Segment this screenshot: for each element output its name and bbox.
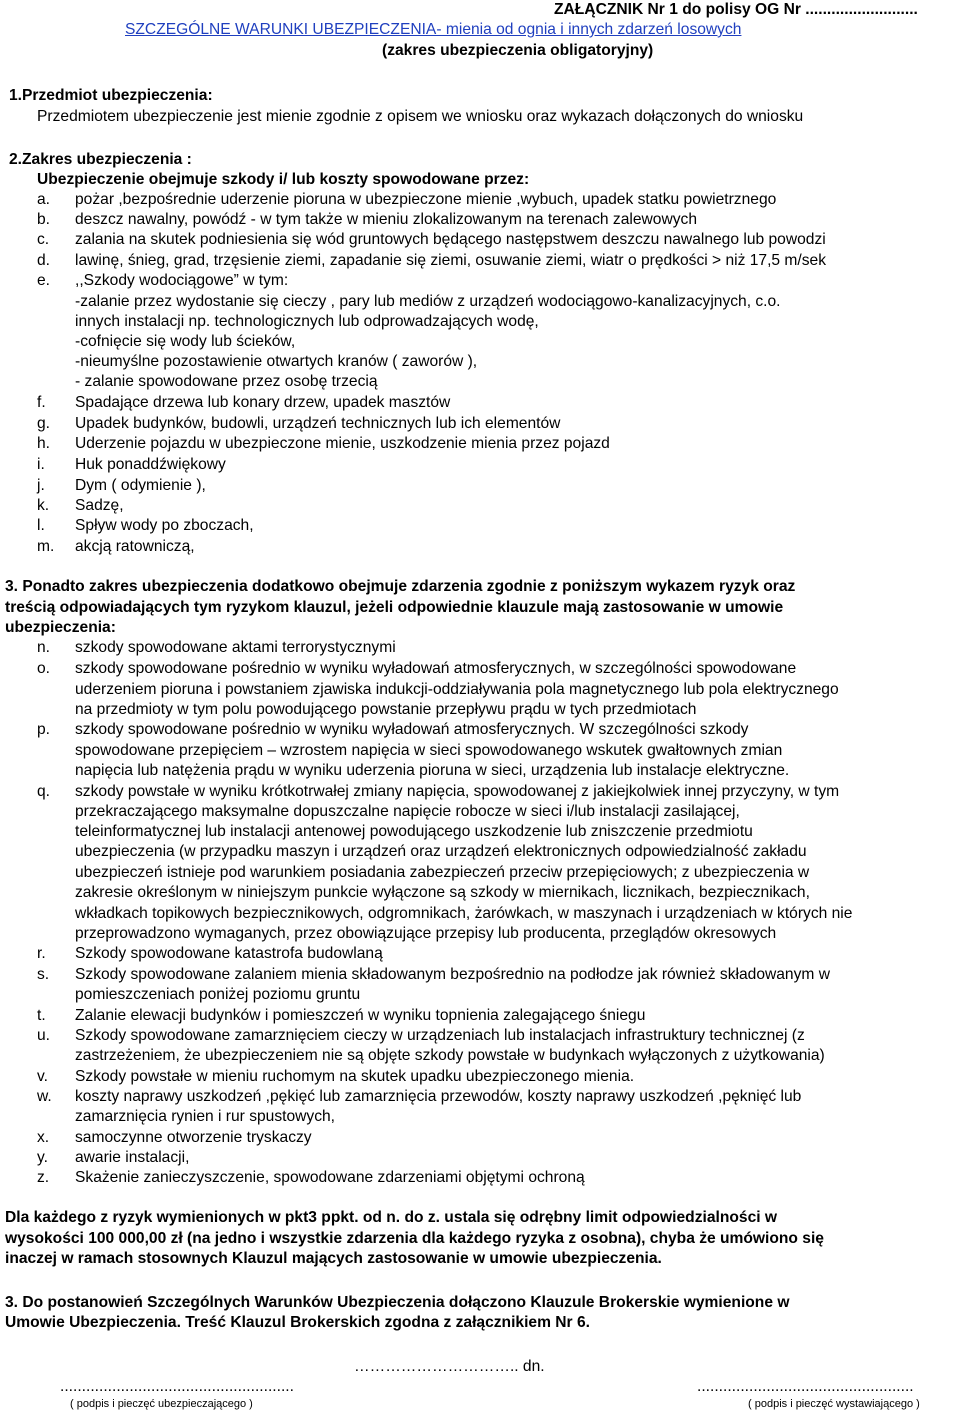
list-item-line: zastrzeżeniem, że ubezpieczeniem nie są objęte szkody powstałe w budynkach wyłączonych z użytkowania) (75, 1047, 825, 1064)
list-item: Sadzę, (75, 497, 124, 514)
date-line: ………………………….. dn. (354, 1358, 545, 1375)
list-item-line: teleinformatycznej lub instalacji antenowej powodującego uszkodzenie lub zniszczenie przedmiotu (75, 823, 753, 840)
left-signature-caption: ( podpis i pieczęć ubezpieczającego ) (70, 1398, 253, 1410)
list-letter: e. (37, 272, 51, 289)
list-letter: b. (37, 211, 51, 228)
list-item-line: szkody powstałe w wyniku krótkotrwałej zmiany napięcia, spowodowanej z jakiejkolwiek innej przyczyny, w tym (75, 783, 840, 800)
list-letter: q. (37, 783, 51, 800)
list-letter: n. (37, 639, 51, 656)
list-item-line: przeprowadzono wymaganych, przez obowiązujące przepisy lub producenta, przeglądów okresowych (75, 925, 777, 942)
list-item-line: szkody spowodowane aktami terrorystycznymi (75, 639, 396, 656)
list-item-line: ubezpieczeń istnieje pod warunkiem posiadania zabezpieczeń przeciw przepięciowych; z ubezpieczenia w (75, 864, 810, 881)
brokerage-paragraph-line: 3. Do postanowień Szczególnych Warunków Ubezpieczenia dołączono Klauzule Brokerskie wymienione w (5, 1294, 790, 1311)
list-item: zalania na skutek podniesienia się wód gruntowych będącego następstwem deszczu nawalnego lub powodzi (75, 231, 826, 248)
list-letter: o. (37, 660, 51, 677)
conditions-title: SZCZEGÓLNE WARUNKI UBEZPIECZENIA- mienia od ognia i innych zdarzeń losowych (125, 21, 742, 38)
list-item: Huk ponaddźwiękowy (75, 456, 226, 473)
list-letter: g. (37, 415, 51, 432)
list-letter: t. (37, 1007, 46, 1024)
list-item: Spadające drzewa lub konary drzew, upadek masztów (75, 394, 451, 411)
right-signature-dots: .................................................. (697, 1378, 914, 1395)
list-item-line: napięcia lub natężenia prądu w wyniku uderzenia pioruna w sieci, urządzenia lub instalacje elektryczne. (75, 762, 790, 779)
detail-line: - zalanie spowodowane przez osobę trzecią (75, 373, 378, 390)
list-item-line: Zalanie elewacji budynków i pomieszczeń w wyniku topnienia zalegającego śniegu (75, 1007, 646, 1024)
list-letter: m. (37, 538, 55, 555)
list-item: Dym ( odymienie ), (75, 477, 206, 494)
detail-line: -zalanie przez wydostanie się cieczy , pary lub mediów z urządzeń wodociągowo-kanalizacyjnych, c.o. (75, 293, 781, 310)
list-item-line: awarie instalacji, (75, 1149, 190, 1166)
list-letter: s. (37, 966, 50, 983)
list-item-line: Szkody spowodowane katastrofa budowlaną (75, 945, 383, 962)
list-letter: j. (37, 477, 45, 494)
list-item: Uderzenie pojazdu w ubezpieczone mienie, uszkodzenie mienia przez pojazd (75, 435, 610, 452)
section3-heading-line: 3. Ponadto zakres ubezpieczenia dodatkowo obejmuje zdarzenia zgodnie z poniższym wykazem ryzyk oraz (5, 578, 796, 595)
list-item-line: szkody spowodowane pośrednio w wyniku wyładowań atmosferycznych. W szczególności szkody (75, 721, 749, 738)
list-item-line: uderzeniem pioruna i powstaniem zjawiska indukcji-oddziaływania pola magnetycznego lub pola elektrycznego (75, 681, 839, 698)
list-letter: d. (37, 252, 51, 269)
list-item: lawinę, śnieg, grad, trzęsienie ziemi, zapadanie się ziemi, osuwanie ziemi, wiatr o prędkości > niż 17,5 m/sek (75, 252, 827, 269)
list-item-line: koszty naprawy uszkodzeń ,pękięć lub zamarznięcia przewodów, koszty naprawy uszkodzeń ,pęknięć lub (75, 1088, 802, 1105)
list-item-line: ubezpieczenia (w przypadku maszyn i urządzeń oraz urządzeń elektronicznych odpowiedzialność zakładu (75, 843, 807, 860)
list-item: pożar ,bezpośrednie uderzenie pioruna w ubezpieczone mienie ,wybuch, upadek statku powietrznego (75, 191, 777, 208)
list-item-line: pomieszczeniach poniżej poziomu gruntu (75, 986, 361, 1003)
list-item: Upadek budynków, budowli, urządzeń technicznych lub ich elementów (75, 415, 561, 432)
scope-note: (zakres ubezpieczenia obligatoryjny) (382, 42, 654, 59)
attachment-line: ZAŁĄCZNIK Nr 1 do polisy OG Nr .......................... (554, 1, 918, 18)
list-item-line: samoczynne otworzenie tryskaczy (75, 1129, 312, 1146)
list-item-line: zakresie określonym w niniejszym punkcie wyłączone są szkody w miernikach, licznikach, bezpiecznikach, (75, 884, 810, 901)
list-letter: h. (37, 435, 51, 452)
list-letter: k. (37, 497, 50, 514)
list-item: Spływ wody po zboczach, (75, 517, 254, 534)
list-item-line: zamarznięcia rynien i rur spustowych, (75, 1108, 335, 1125)
section1-heading: 1.Przedmiot ubezpieczenia: (9, 87, 213, 104)
brokerage-paragraph-line: Umowie Ubezpieczenia. Treść Klauzul Brokerskich zgodna z załącznikiem Nr 6. (5, 1314, 590, 1331)
section2-heading: 2.Zakres ubezpieczenia : (9, 151, 192, 168)
section1-text: Przedmiotem ubezpieczenie jest mienie zgodnie z opisem we wniosku oraz wykazach dołączonych do wniosku (37, 108, 804, 125)
list-item-line: wkładkach topikowych bezpiecznikowych, odgromnikach, żarówkach, w maszynach i urządzeniach w których nie (75, 905, 853, 922)
list-letter: r. (37, 945, 46, 962)
limit-paragraph-line: inaczej w ramach stosownych Klauzul mających zastosowanie w umowie ubezpieczenia. (5, 1250, 662, 1267)
right-signature-caption: ( podpis i pieczęć wystawiającego ) (748, 1398, 920, 1410)
section3-heading-line: ubezpieczenia: (5, 619, 116, 636)
list-letter: f. (37, 394, 46, 411)
list-letter: y. (37, 1149, 48, 1166)
list-item-line: Szkody spowodowane zamarznięciem cieczy w urządzeniach lub instalacjach infrastruktury technicznej (z (75, 1027, 805, 1044)
limit-paragraph-line: Dla każdego z ryzyk wymienionych w pkt3 ppkt. od n. do z. ustala się odrębny limit odpowiedzialności w (5, 1209, 778, 1226)
list-item-line: na przedmioty w tym polu powodującego powstanie przepływu prądu w tych przedmiotach (75, 701, 697, 718)
left-signature-dots: ...................................................... (60, 1378, 294, 1395)
list-letter: w. (37, 1088, 52, 1105)
detail-line: -nieumyślne pozostawienie otwartych kranów ( zaworów ), (75, 353, 478, 370)
detail-line: innych instalacji np. technologicznych lub odprowadzających wodę, (75, 313, 539, 330)
list-letter: u. (37, 1027, 51, 1044)
section3-heading-line: treścią odpowiadających tym ryzykom klauzul, jeżeli odpowiednie klauzule mają zastosowanie w umowie (5, 599, 784, 616)
list-letter: v. (37, 1068, 48, 1085)
list-letter: p. (37, 721, 51, 738)
list-item-line: szkody spowodowane pośrednio w wyniku wyładowań atmosferycznych, w szczególności spowodowane (75, 660, 797, 677)
list-item-line: Skażenie zanieczyszczenie, spowodowane zdarzeniami objętymi ochroną (75, 1169, 585, 1186)
list-item-line: Szkody spowodowane zalaniem mienia składowanym bezpośrednio na podłodze jak również składowanym w (75, 966, 830, 983)
section2-intro: Ubezpieczenie obejmuje szkody i/ lub koszty spowodowane przez: (37, 171, 530, 188)
list-item-line: przekraczającego maksymalne dopuszczalne napięcie robocze w sieci i/lub instalacji zasilającej, (75, 803, 740, 820)
list-item: ,,Szkody wodociągowe” w tym: (75, 272, 289, 289)
list-letter: x. (37, 1129, 50, 1146)
list-item-line: Szkody powstałe w mieniu ruchomym na skutek upadku ubezpieczonego mienia. (75, 1068, 635, 1085)
list-item: deszcz nawalny, powódź - w tym także w mieniu zlokalizowanym na terenach zalewowych (75, 211, 697, 228)
detail-line: -cofnięcie się wody lub ścieków, (75, 333, 296, 350)
list-letter: a. (37, 191, 51, 208)
list-item: akcją ratowniczą, (75, 538, 195, 555)
list-letter: z. (37, 1169, 50, 1186)
list-item-line: spowodowane przepięciem – wzrostem napięcia w sieci spowodowanego wskutek gwałtownych zmian (75, 742, 783, 759)
limit-paragraph-line: wysokości 100 000,00 zł (na jedno i wszystkie zdarzenia dla każdego ryzyka z osobna), chyba że umówiono się (5, 1230, 824, 1247)
list-letter: c. (37, 231, 50, 248)
list-letter: l. (37, 517, 45, 534)
list-letter: i. (37, 456, 45, 473)
